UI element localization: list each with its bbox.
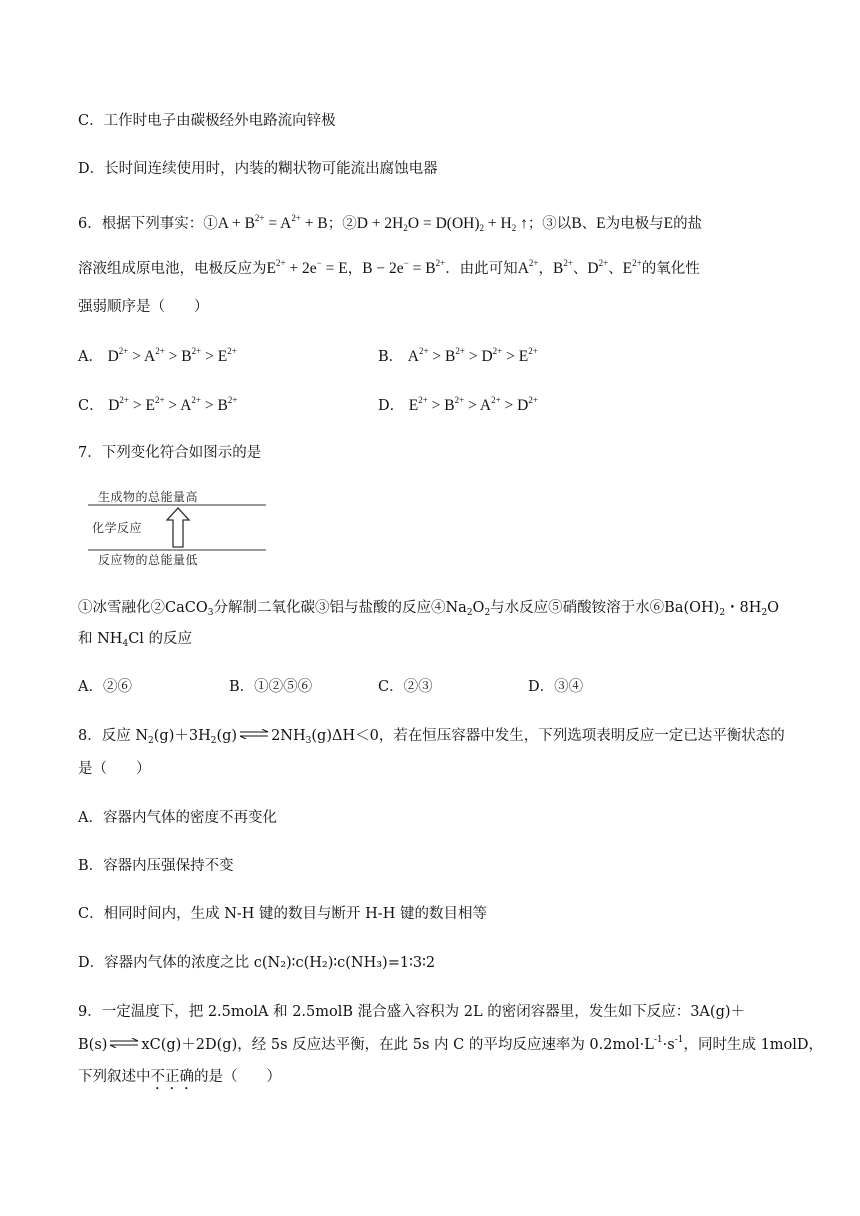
equation-1: $A + B^{2+} = A^{2+} + B$ (217, 213, 328, 232)
q6-option-a (78, 347, 237, 367)
q7-items-line2: 和 $NH_4Cl$ 的反应 (78, 631, 193, 649)
diagram-label-top: 生成物的总能量高 (98, 490, 199, 504)
q6-stem-line1: 6．根据下列事实：①A + $B^{2+} = A^{2+} + B$；②D + $2H_2O = D(OH)_2 + H_2$ ↑；③以B、E为电极与E的盐 (78, 213, 703, 233)
gas-arrow-icon: ↑ (520, 215, 528, 232)
diagram-label-bottom: 反应物的总能量低 (98, 553, 199, 567)
option-text: 工作时电子由碳极经外电路流向锌极 (103, 113, 336, 129)
q7-option-c: C．②③ (378, 679, 433, 695)
q7-stem: 7．下列变化符合如图示的是 (78, 445, 262, 461)
q7-items-line1: ①冰雪融化②CaCO$_3$分解制二氧化碳③铝与盐酸的反应$④Na_2O_2$与水反应⑤硝酸铵溶于水$⑥Ba(OH)_2$・$8H_2O$ (78, 600, 780, 618)
diagram-label-middle: 化学反应 (92, 521, 143, 535)
up-arrow-icon (167, 508, 189, 547)
q6-option-b (378, 347, 538, 367)
equilibrium-arrow-icon (239, 729, 269, 739)
option-expr: $D^{2+} > A^{2+} > B^{2+} > E^{2+}$ (107, 346, 237, 365)
q9-stem-line3: 下列叙述中不正确的是（ ） (78, 1069, 281, 1085)
option-expr: $D^{2+} > E^{2+} > A^{2+} > B^{2+}$ (108, 395, 238, 414)
option-label: B． (378, 349, 404, 365)
q6-stem-line3: 强弱顺序是（ ） (78, 299, 209, 315)
q8-option-b: B．容器内压强保持不变 (78, 858, 234, 874)
q9-stem-line2: B(s) xC(g)＋2D(g)，经 5s 反应达平衡，在此 5s 内 C 的平均反应速率为 $0.2mol\cdot L^{-1}\cdot s^{-1}$，同时生成 1molD， (78, 1035, 824, 1053)
energy-diagram (88, 488, 268, 568)
q9-stem-line1: 9．一定温度下，把 2.5molA 和 2.5molB 混合盛入容积为 2L 的密闭容器里，发生如下反应：3A(g)＋ (78, 1004, 746, 1020)
option-expr: $E^{2+} > B^{2+} > A^{2+} > D^{2+}$ (408, 395, 538, 414)
electrode-eq-2: $B - 2e^- = B^{2+}$ (362, 258, 446, 277)
equilibrium-arrow-icon (109, 1038, 139, 1048)
option-text: 长时间连续使用时，内装的糊状物可能流出腐蚀电器 (104, 161, 438, 177)
q8-option-c: C．相同时间内，生成 N-H 键的数目与断开 H-H 键的数目相等 (78, 906, 487, 922)
q7-option-d: D．③④ (528, 679, 584, 695)
emphasis-text: 不正确 (150, 1069, 194, 1085)
option-label: A． (78, 349, 103, 365)
q5-option-c (78, 111, 336, 131)
option-label: D． (78, 161, 105, 177)
q8-stem-line1: 8．反应 $N_2(g)+3H_2(g)$ $2NH_3(g)\Delta H<0$，若在恒压容器中发生，下列选项表明反应一定已达平衡状态的 (78, 728, 785, 746)
option-label: C． (78, 113, 104, 129)
q6-stem-line2: 溶液组成原电池，电极反应为$E^{2+} + 2e^- = E$，$B - 2e^- = B^{2+}$．由此可知$A^{2+}$，$B^{2+}$、$D^{2+}$、$E^{2+}$的氧化性 (78, 258, 700, 277)
q6-option-d (378, 396, 538, 416)
option-label: D． (378, 398, 405, 414)
text: 根据下列事实：① (101, 216, 218, 232)
q8-option-d: D．容器内气体的浓度之比 c(N₂)∶c(H₂)∶c(NH₃)=1∶3∶2 (78, 955, 436, 971)
question-number: 6． (78, 216, 102, 232)
equation-2: $D + 2H_2O = D(OH)_2 + H_2$ ↑ (356, 215, 528, 233)
q5-option-d (78, 159, 438, 179)
q7-option-b: B．①②⑤⑥ (229, 679, 313, 695)
electrode-eq-1: $E^{2+} + 2e^- = E$ (266, 258, 348, 277)
q7-option-a: A．②⑥ (78, 679, 132, 695)
text: ；② (327, 216, 357, 232)
q8-stem-line2: 是（ ） (78, 761, 151, 777)
option-label: C． (78, 398, 104, 414)
q8-option-a: A．容器内气体的密度不再变化 (78, 810, 277, 826)
q6-option-c (78, 396, 237, 416)
text: ；③以 (527, 216, 572, 232)
option-expr: $A^{2+} > B^{2+} > D^{2+} > E^{2+}$ (407, 346, 538, 365)
